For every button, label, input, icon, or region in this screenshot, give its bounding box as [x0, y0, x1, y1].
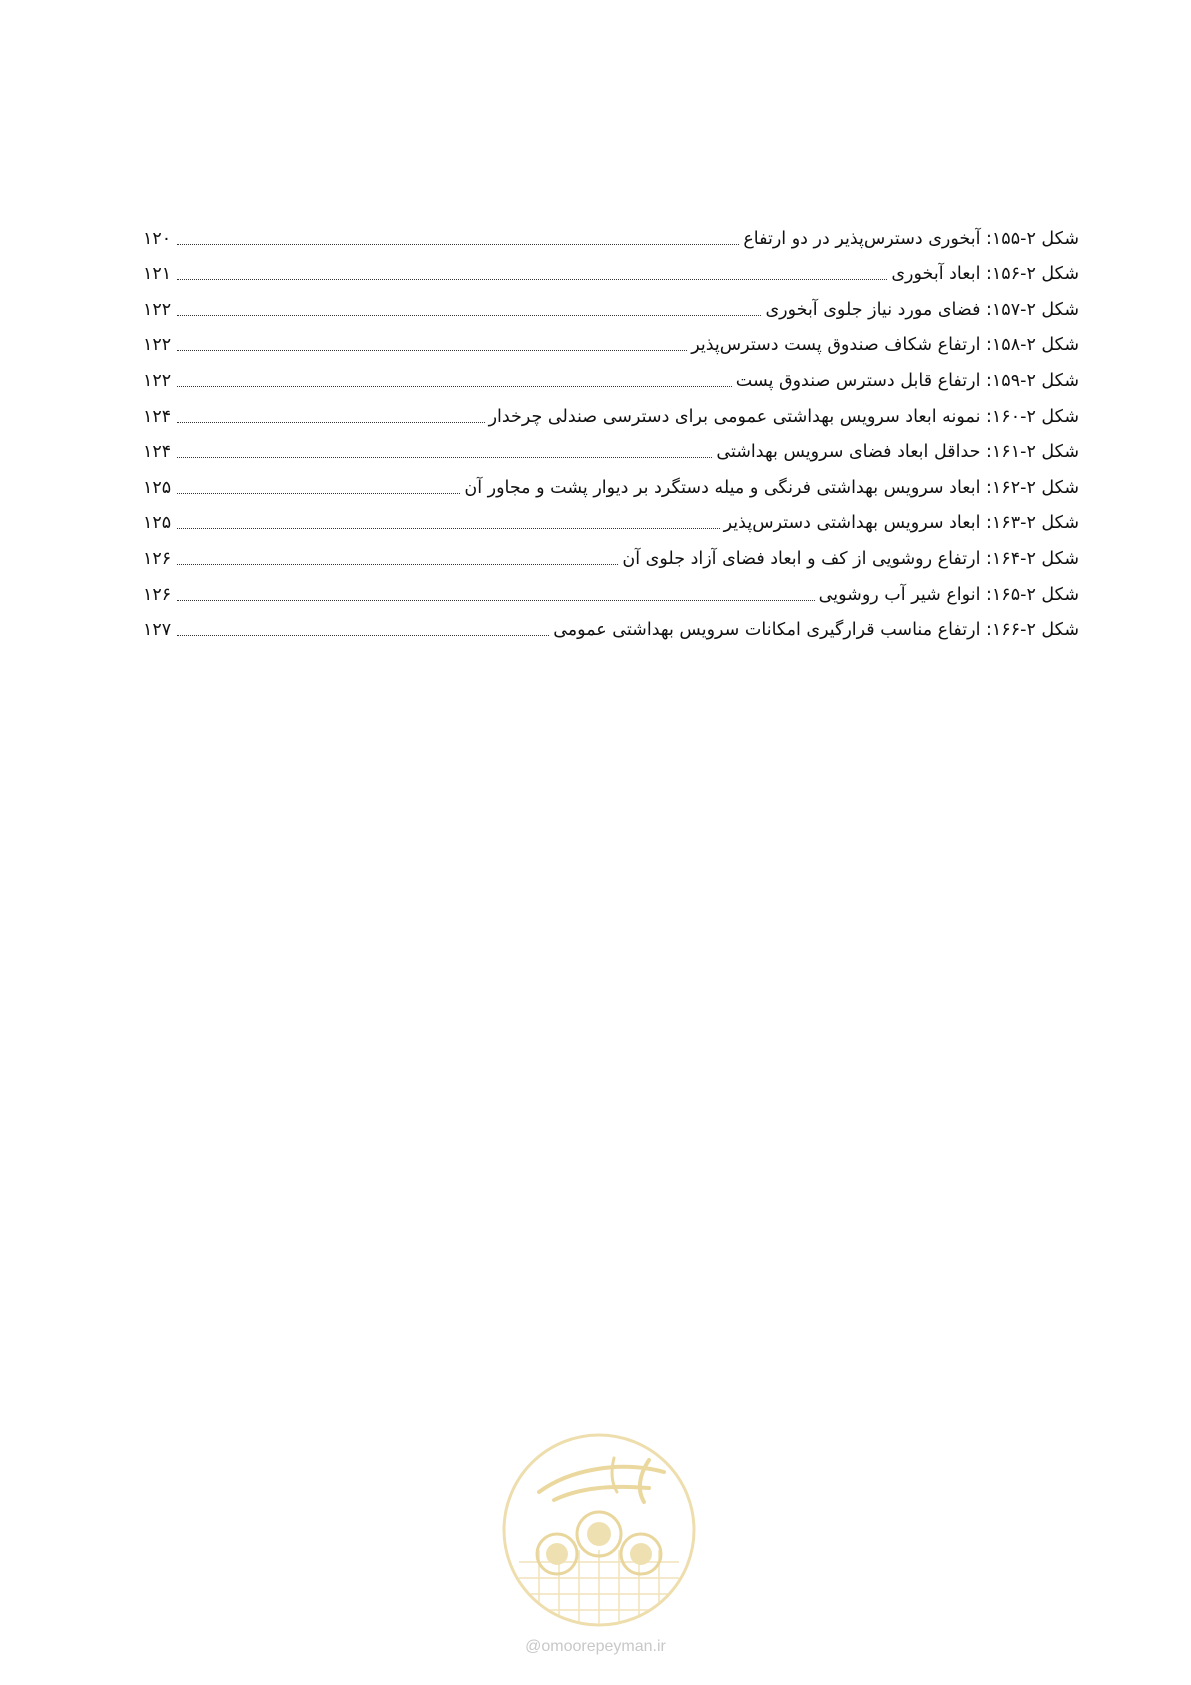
toc-entry[interactable]	[143, 464, 1079, 500]
toc-entry[interactable]	[143, 571, 1079, 607]
toc-entry-title: شکل ۲-۱۵۸: ارتفاع شکاف صندوق پست دسترس‌پذیر	[691, 335, 1079, 356]
toc-entry[interactable]	[143, 251, 1079, 287]
toc-dot-leader	[177, 386, 732, 387]
toc-entry-title: شکل ۲-۱۵۶: ابعاد آبخوری	[891, 264, 1079, 285]
toc-dot-leader	[177, 244, 739, 245]
toc-entry-page: ۱۲۴	[143, 406, 172, 427]
toc-entry-title: شکل ۲-۱۵۷: فضای مورد نیاز جلوی آبخوری	[765, 299, 1079, 320]
toc-entry[interactable]	[143, 215, 1079, 251]
toc-entry[interactable]	[143, 393, 1079, 429]
toc-entry-page: ۱۲۶	[143, 548, 172, 569]
toc-entry-page: ۱۲۵	[143, 477, 172, 498]
toc-dot-leader	[177, 350, 687, 351]
watermark-url: @omoorepeyman.ir	[525, 1638, 666, 1655]
toc-dot-leader	[177, 493, 460, 494]
table-of-figures	[143, 215, 1079, 642]
toc-entry-title: شکل ۲-۱۵۵: آبخوری دسترس‌پذیر در دو ارتفاع	[743, 228, 1079, 249]
toc-entry[interactable]	[143, 322, 1079, 358]
toc-entry[interactable]	[143, 535, 1079, 571]
toc-entry-title: شکل ۲-۱۶۶: ارتفاع مناسب قرارگیری امکانات سرویس بهداشتی عمومی	[553, 620, 1079, 641]
toc-entry-page: ۱۲۷	[143, 620, 172, 641]
toc-entry-title: شکل ۲-۱۶۳: ابعاد سرویس بهداشتی دسترس‌پذیر	[723, 513, 1079, 534]
toc-entry-page: ۱۲۵	[143, 513, 172, 534]
watermark-logo-icon	[499, 1430, 699, 1630]
toc-dot-leader	[177, 279, 887, 280]
toc-entry-page: ۱۲۱	[143, 264, 172, 285]
toc-entry-page: ۱۲۲	[143, 335, 172, 356]
toc-entry[interactable]	[143, 500, 1079, 536]
toc-entry-page: ۱۲۲	[143, 299, 172, 320]
toc-dot-leader	[177, 457, 712, 458]
toc-entry-page: ۱۲۰	[143, 228, 172, 249]
toc-entry-page: ۱۲۶	[143, 584, 172, 605]
toc-dot-leader	[177, 600, 815, 601]
toc-dot-leader	[177, 528, 720, 529]
toc-entry-title: شکل ۲-۱۶۰: نمونه ابعاد سرویس بهداشتی عمومی برای دسترسی صندلی چرخدار	[488, 406, 1079, 427]
toc-dot-leader	[177, 315, 761, 316]
toc-entry[interactable]	[143, 607, 1079, 643]
toc-entry-title: شکل ۲-۱۶۵: انواع شیر آب روشویی	[818, 584, 1079, 605]
toc-entry-title: شکل ۲-۱۶۱: حداقل ابعاد فضای سرویس بهداشتی	[716, 442, 1079, 463]
toc-entry[interactable]	[143, 429, 1079, 465]
toc-dot-leader	[177, 635, 549, 636]
toc-dot-leader	[177, 422, 485, 423]
toc-entry[interactable]	[143, 286, 1079, 322]
toc-entry[interactable]	[143, 357, 1079, 393]
toc-entry-title: شکل ۲-۱۶۲: ابعاد سرویس بهداشتی فرنگی و میله دستگرد بر دیوار پشت و مجاور آن	[464, 477, 1079, 498]
toc-entry-title: شکل ۲-۱۶۴: ارتفاع روشویی از کف و ابعاد فضای آزاد جلوی آن	[622, 548, 1079, 569]
toc-entry-page: ۱۲۴	[143, 442, 172, 463]
toc-dot-leader	[177, 564, 618, 565]
toc-entry-page: ۱۲۲	[143, 370, 172, 391]
toc-entry-title: شکل ۲-۱۵۹: ارتفاع قابل دسترس صندوق پست	[735, 370, 1079, 391]
